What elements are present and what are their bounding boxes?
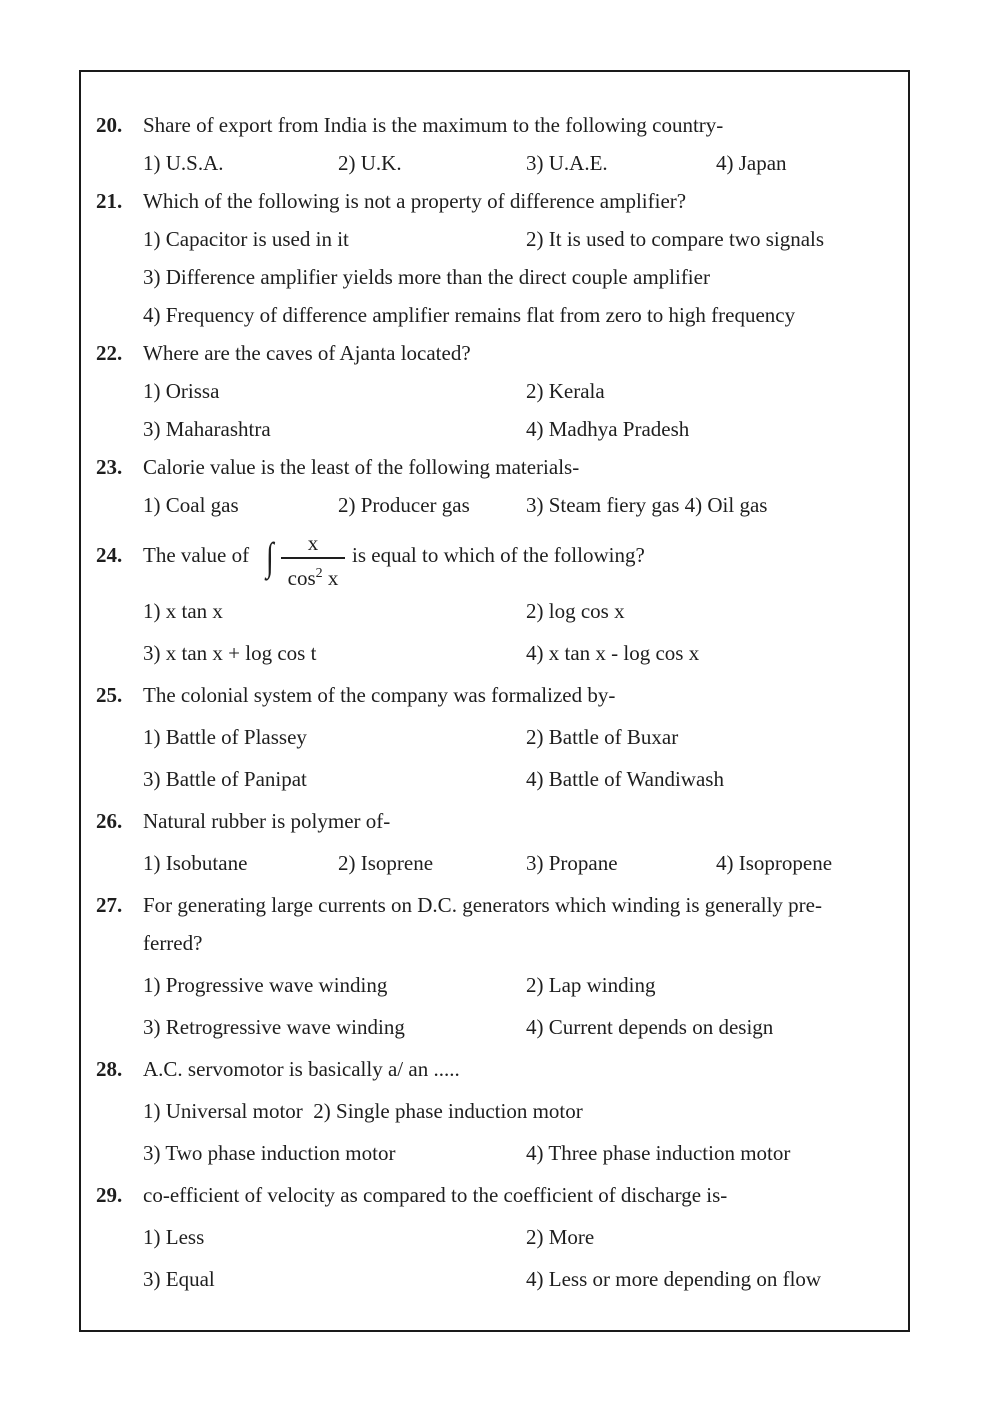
option-3: 3) Two phase induction motor xyxy=(143,1141,396,1165)
question-text-before: The value of xyxy=(143,543,250,567)
option-4: 4) Less or more depending on flow xyxy=(526,1267,822,1291)
question-text-after: is equal to which of the following? xyxy=(352,543,645,567)
option-3: 3) x tan x + log cos t xyxy=(143,641,317,665)
question-text: Natural rubber is polymer of- xyxy=(143,809,391,833)
option-2: 2) Lap winding xyxy=(526,973,656,997)
question-text-line-2: ferred? xyxy=(143,931,203,955)
option-1: 1) Orissa xyxy=(143,379,220,403)
question-text-line-1: For generating large currents on D.C. generators which winding is generally pre- xyxy=(143,893,822,917)
option-4: 4) Madhya Pradesh xyxy=(526,417,690,441)
option-2: 2) U.K. xyxy=(338,151,402,175)
option-2: 2) log cos x xyxy=(526,599,625,623)
option-1: 1) Progressive wave winding xyxy=(143,973,388,997)
option-4: 4) Isopropene xyxy=(716,851,833,875)
option-3: 3) Maharashtra xyxy=(143,417,271,441)
option-1: 1) Battle of Plassey xyxy=(143,725,307,749)
question-text: The colonial system of the company was formalized by- xyxy=(143,683,616,707)
option-3: 3) Retrogressive wave winding xyxy=(143,1015,405,1039)
question-number: 24. xyxy=(96,543,123,567)
option-3: 3) Equal xyxy=(143,1267,215,1291)
option-1: 1) Capacitor is used in it xyxy=(143,227,349,251)
option-1-2: 1) Universal motor 2) Single phase induction motor xyxy=(143,1099,583,1123)
question-text: Share of export from India is the maximum to the following country- xyxy=(143,113,724,137)
option-2: 2) Isoprene xyxy=(338,851,434,875)
question-number: 20. xyxy=(96,113,123,137)
option-1: 1) Coal gas xyxy=(143,493,239,517)
question-text: co-efficient of velocity as compared to the coefficient of discharge is- xyxy=(143,1183,728,1207)
option-2: 2) Kerala xyxy=(526,379,605,403)
option-3: 3) U.A.E. xyxy=(526,151,608,175)
option-4: 4) x tan x - log cos x xyxy=(526,641,700,665)
option-4: 4) Japan xyxy=(716,151,787,175)
fraction-bar xyxy=(281,557,345,559)
option-4: 4) Battle of Wandiwash xyxy=(526,767,724,791)
option-1: 1) Isobutane xyxy=(143,851,248,875)
option-2: 2) Producer gas xyxy=(338,493,470,517)
option-2: 2) Battle of Buxar xyxy=(526,725,679,749)
option-1: 1) U.S.A. xyxy=(143,151,224,175)
option-2: 2) More xyxy=(526,1225,595,1249)
option-3: 3) Battle of Panipat xyxy=(143,767,307,791)
option-3: 3) Propane xyxy=(526,851,618,875)
question-number: 28. xyxy=(96,1057,123,1081)
question-text: Where are the caves of Ajanta located? xyxy=(143,341,471,365)
question-number: 22. xyxy=(96,341,123,365)
question-number: 23. xyxy=(96,455,123,479)
question-number: 29. xyxy=(96,1183,123,1207)
integral-sign: ∫ xyxy=(266,534,274,579)
question-number: 26. xyxy=(96,809,123,833)
option-4: 4) Three phase induction motor xyxy=(526,1141,791,1165)
option-4: 4) Current depends on design xyxy=(526,1015,774,1039)
question-text: Calorie value is the least of the following materials- xyxy=(143,455,580,479)
question-text: A.C. servomotor is basically a/ an ..... xyxy=(143,1057,460,1081)
question-number: 25. xyxy=(96,683,123,707)
option-3: 3) Difference amplifier yields more than the direct couple amplifier xyxy=(143,265,710,289)
option-1: 1) Less xyxy=(143,1225,205,1249)
fraction-numerator: x xyxy=(307,531,319,555)
question-number: 27. xyxy=(96,893,123,917)
fraction xyxy=(281,531,345,590)
option-3-4: 3) Steam fiery gas 4) Oil gas xyxy=(526,493,768,517)
option-1: 1) x tan x xyxy=(143,599,223,623)
fraction-denominator: $\cos^2 x$ xyxy=(287,565,339,590)
option-2: 2) It is used to compare two signals xyxy=(526,227,825,251)
question-number: 21. xyxy=(96,189,123,213)
option-4: 4) Frequency of difference amplifier remains flat from zero to high frequency xyxy=(143,303,796,327)
question-text: Which of the following is not a property of difference amplifier? xyxy=(143,189,687,213)
